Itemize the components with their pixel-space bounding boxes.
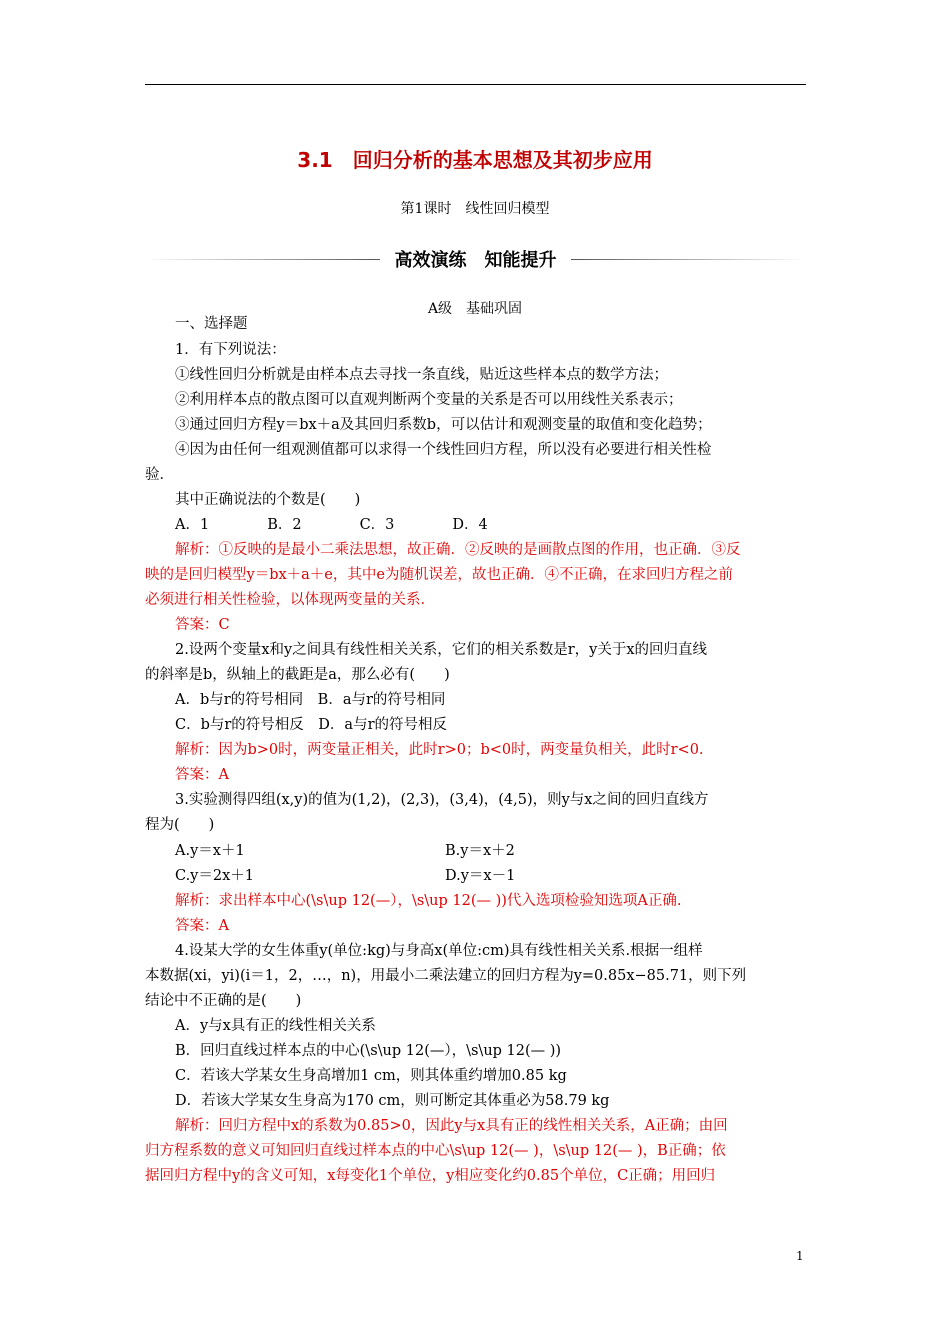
text-line: A．1 B．2 C．3 D．4	[175, 517, 488, 533]
text-line: 据回归方程中y的含义可知，x每变化1个单位，y相应变化约0.85个单位，C正确；用回归	[145, 1168, 716, 1184]
text-line: C．b与r的符号相反 D．a与r的符号相反	[175, 717, 448, 733]
text-line: 结论中不正确的是( )	[145, 993, 302, 1009]
text-line: 归方程系数的意义可知回归直线过样本点的中心\s\up 12(— )，\s\up 12(— )，B正确；依	[145, 1143, 726, 1159]
text-line: ③通过回归方程y＝bx＋a及其回归系数b，可以估计和观测变量的取值和变化趋势；	[175, 417, 712, 433]
text-line: 2.设两个变量x和y之间具有线性相关关系，它们的相关系数是r，y关于x的回归直线	[175, 642, 708, 658]
text-line: A.y＝x＋1	[175, 843, 245, 859]
text-line: 答案：A	[175, 767, 229, 783]
text-line: 解析：回归方程中x的系数为0.85>0，因此y与x具有正的线性相关关系，A正确；由回	[175, 1118, 728, 1134]
text-line: 1．有下列说法：	[175, 342, 286, 358]
text-line: 验．	[145, 467, 174, 483]
text-line: B.y＝x＋2	[445, 843, 515, 859]
text-line: 答案：C	[175, 617, 230, 633]
text-line: 解析：求出样本中心(\s\up 12(—），\s\up 12(— ))代入选项检验知选项A正确.	[175, 893, 682, 909]
banner-line-right	[571, 259, 806, 260]
text-line: 必须进行相关性检验，以体现两变量的关系．	[145, 592, 435, 608]
lesson-subtitle: 第1课时 线性回归模型	[400, 201, 550, 217]
text-line: ②利用样本点的散点图可以直观判断两个变量的关系是否可以用线性关系表示；	[175, 392, 683, 408]
level-heading: A级 基础巩固	[427, 301, 523, 317]
page-number: 1	[796, 1249, 804, 1263]
page-title: 3.1 回归分析的基本思想及其初步应用	[297, 148, 653, 172]
text-line: B．回归直线过样本点的中心(\s\up 12(—），\s\up 12(— ))	[175, 1043, 562, 1059]
text-line: 4.设某大学的女生体重y(单位:kg)与身高x(单位:cm)具有线性相关关系.根据一组样	[175, 943, 703, 959]
top-rule	[145, 84, 806, 85]
text-line: 本数据(xi，yi)(i＝1，2，…，n)，用最小二乘法建立的回归方程为y=0.85x−85.71，则下列	[145, 968, 747, 984]
text-line: 的斜率是b，纵轴上的截距是a，那么必有( )	[145, 667, 450, 683]
banner-text: 高效演练 知能提升	[394, 250, 557, 271]
text-line: 解析：因为b>0时，两变量正相关，此时r>0；b<0时，两变量负相关，此时r<0.	[175, 742, 704, 758]
text-line: D．若该大学某女生身高为170 cm，则可断定其体重必为58.79 kg	[175, 1093, 610, 1109]
text-line: A．y与x具有正的线性相关关系	[175, 1018, 376, 1034]
section-banner	[145, 246, 806, 272]
text-line: 一、选择题	[175, 316, 248, 332]
text-line: 答案：A	[175, 918, 229, 934]
text-line: 3.实验测得四组(x,y)的值为(1,2)，(2,3)，(3,4)，(4,5)，则y与x之间的回归直线方	[175, 792, 709, 808]
text-line: D.y＝x－1	[445, 868, 516, 884]
text-line: 其中正确说法的个数是( )	[175, 492, 361, 508]
text-line: 映的是回归模型y＝bx＋a＋e，其中e为随机误差，故也正确．④不正确，在求回归方程之前	[145, 567, 733, 583]
text-line: ④因为由任何一组观测值都可以求得一个线性回归方程，所以没有必要进行相关性检	[175, 442, 712, 458]
text-line: A．b与r的符号相同 B．a与r的符号相同	[175, 692, 446, 708]
text-line: 解析：①反映的是最小二乘法思想，故正确．②反映的是画散点图的作用，也正确．③反	[175, 542, 741, 558]
text-line: 程为( )	[145, 817, 215, 833]
text-line: C．若该大学某女生身高增加1 cm，则其体重约增加0.85 kg	[175, 1068, 567, 1084]
text-line: ①线性回归分析就是由样本点去寻找一条直线，贴近这些样本点的数学方法；	[175, 367, 668, 383]
text-line: C.y＝2x＋1	[175, 868, 255, 884]
